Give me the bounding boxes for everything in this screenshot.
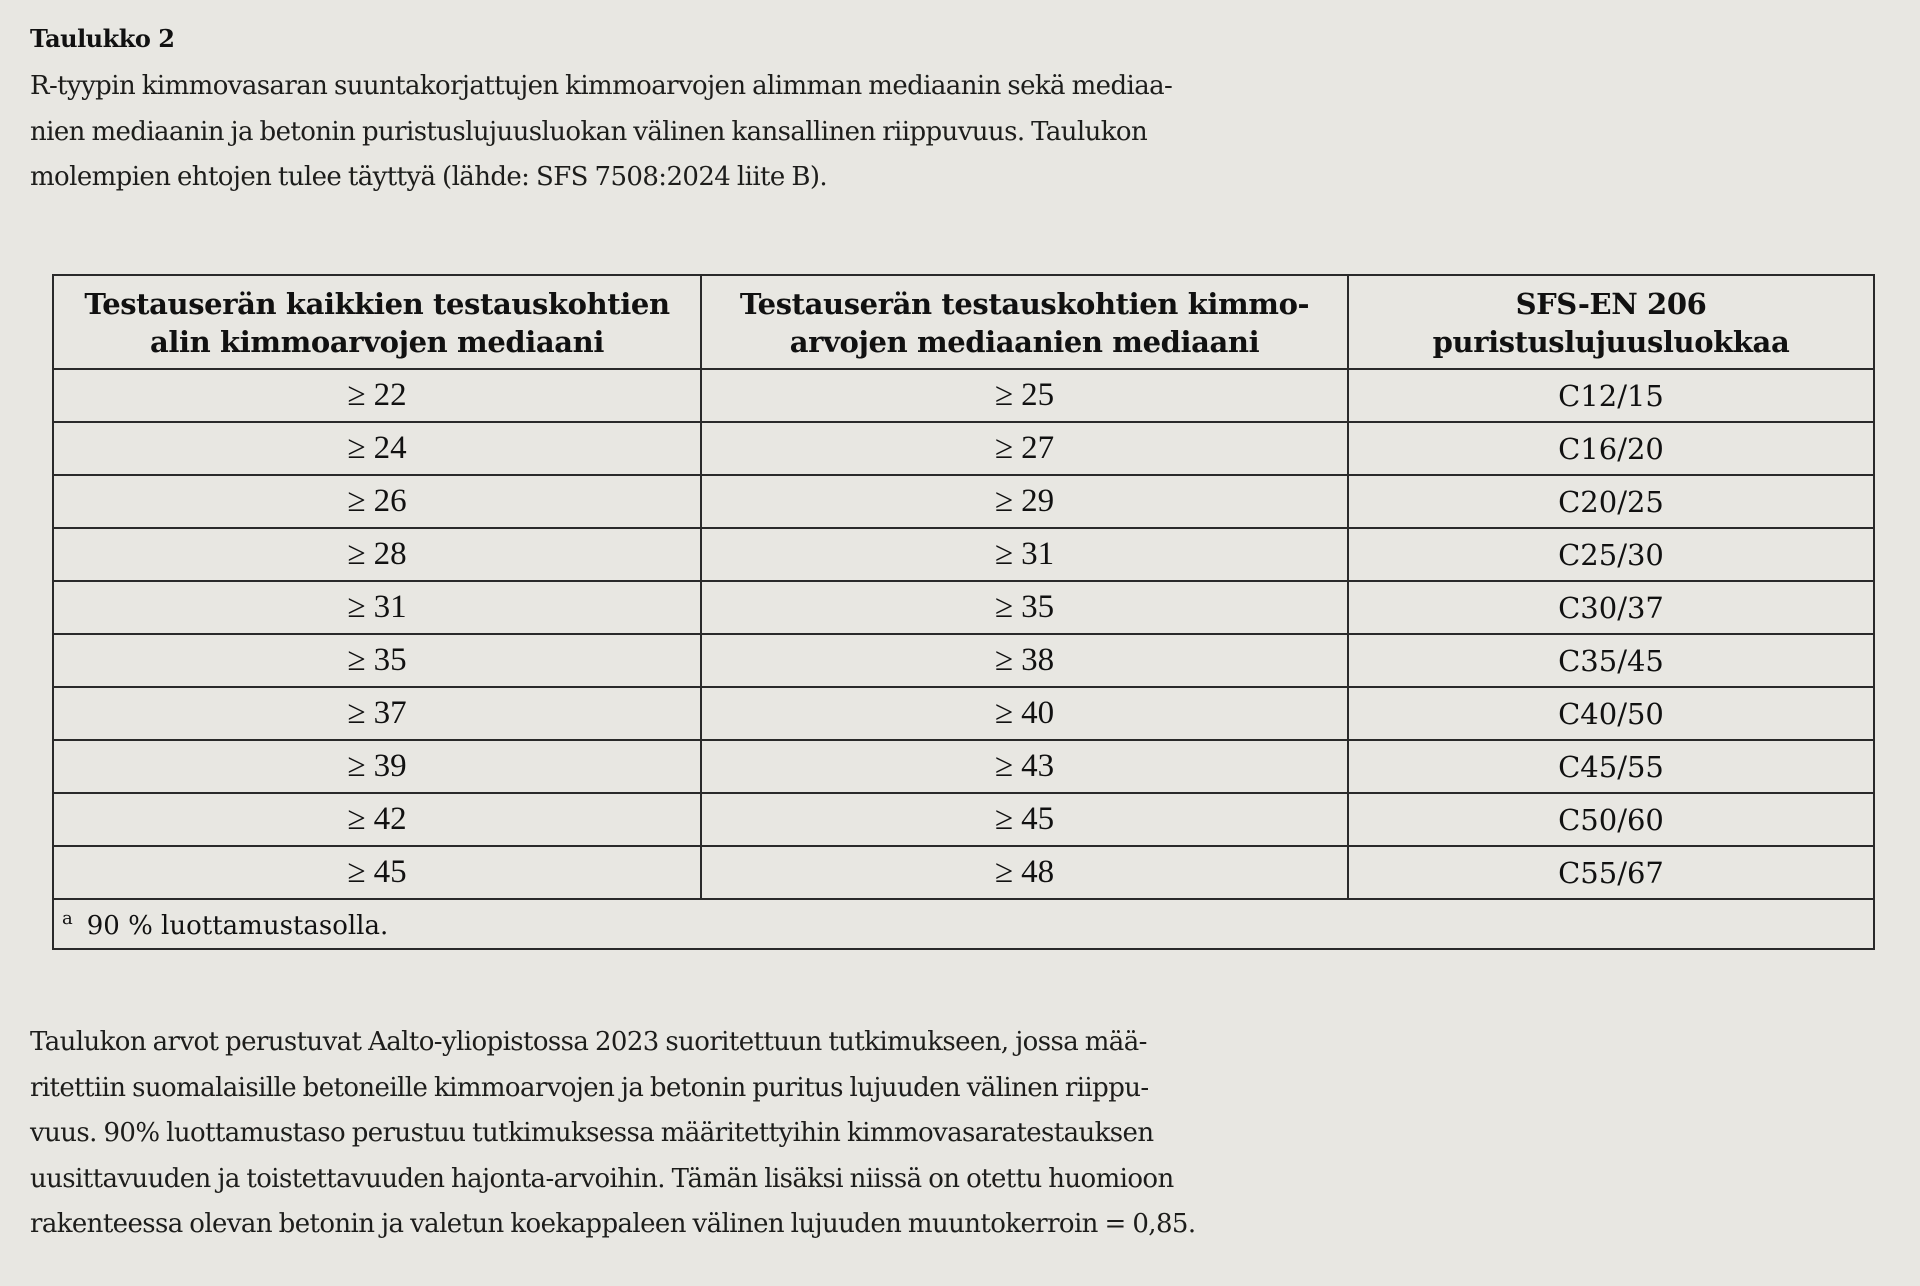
body-line: ritettiin suomalaisille betoneille kimmoarvojen ja betonin puritus lujuuden välinen riippu- — [30, 1072, 1149, 1103]
caption-line: R-tyypin kimmovasaran suuntakorjattujen kimmoarvojen alimman mediaanin sekä mediaa- — [30, 71, 1173, 101]
cell-lowest-median: ≥ 39 — [53, 740, 701, 793]
header-strength-class — [1348, 275, 1874, 369]
cell-median-of-medians: ≥ 38 — [701, 634, 1348, 687]
cell-lowest-median: ≥ 42 — [53, 793, 701, 846]
cell-median-of-medians: ≥ 45 — [701, 793, 1348, 846]
table-row — [53, 581, 1874, 634]
body-line: uusittavuuden ja toistettavuuden hajonta-arvoihin. Tämän lisäksi niissä on otettu huomioon — [30, 1163, 1174, 1194]
cell-lowest-median: ≥ 45 — [53, 846, 701, 899]
table-footnote — [53, 899, 1874, 949]
cell-median-of-medians: ≥ 27 — [701, 422, 1348, 475]
cell-strength-class: C35/45 — [1348, 634, 1874, 687]
table-footnote-row — [53, 899, 1874, 949]
cell-median-of-medians: ≥ 43 — [701, 740, 1348, 793]
table-title: Taulukko 2 — [30, 24, 175, 53]
cell-lowest-median: ≥ 35 — [53, 634, 701, 687]
cell-strength-class: C25/30 — [1348, 528, 1874, 581]
cell-strength-class: C12/15 — [1348, 369, 1874, 422]
cell-strength-class: C40/50 — [1348, 687, 1874, 740]
cell-strength-class: C20/25 — [1348, 475, 1874, 528]
cell-lowest-median: ≥ 31 — [53, 581, 701, 634]
data-table — [52, 274, 1875, 950]
table-row — [53, 634, 1874, 687]
body-line: vuus. 90% luottamustaso perustuu tutkimuksessa määritettyihin kimmovasaratestauksen — [30, 1118, 1154, 1148]
cell-strength-class: C16/20 — [1348, 422, 1874, 475]
cell-median-of-medians: ≥ 31 — [701, 528, 1348, 581]
caption-line: nien mediaanin ja betonin puristuslujuusluokan välinen kansallinen riippuvuus. Taulukon — [30, 116, 1148, 147]
cell-lowest-median: ≥ 28 — [53, 528, 701, 581]
cell-median-of-medians: ≥ 40 — [701, 687, 1348, 740]
cell-lowest-median: ≥ 22 — [53, 369, 701, 422]
table-row — [53, 846, 1874, 899]
header-line: alin kimmoarvojen mediaani — [150, 325, 604, 359]
footnote-text: 90 % luottamustasolla. — [86, 910, 389, 941]
cell-median-of-medians: ≥ 48 — [701, 846, 1348, 899]
table-row — [53, 528, 1874, 581]
cell-strength-class: C55/67 — [1348, 846, 1874, 899]
header-lowest-median — [53, 275, 701, 369]
header-line: arvojen mediaanien mediaani — [789, 325, 1260, 359]
header-median-of-medians — [701, 275, 1348, 369]
header-line: Testauserän testauskohtien kimmo- — [739, 287, 1310, 321]
table-row — [53, 422, 1874, 475]
table-row — [53, 687, 1874, 740]
cell-median-of-medians: ≥ 25 — [701, 369, 1348, 422]
cell-strength-class: C30/37 — [1348, 581, 1874, 634]
body-paragraph — [30, 1020, 1320, 1248]
table-row — [53, 793, 1874, 846]
cell-median-of-medians: ≥ 35 — [701, 581, 1348, 634]
cell-strength-class: C45/55 — [1348, 740, 1874, 793]
cell-lowest-median: ≥ 24 — [53, 422, 701, 475]
caption-line: molempien ehtojen tulee täyttyä (lähde: SFS 7508:2024 liite B). — [30, 162, 828, 192]
header-line: Testauserän kaikkien testauskohtien — [84, 287, 670, 321]
table-header-row — [53, 275, 1874, 369]
table-row — [53, 740, 1874, 793]
cell-lowest-median: ≥ 26 — [53, 475, 701, 528]
cell-strength-class: C50/60 — [1348, 793, 1874, 846]
data-table-container — [52, 274, 1873, 950]
table-row — [53, 475, 1874, 528]
body-line: rakenteessa olevan betonin ja valetun koekappaleen välinen lujuuden muuntokerroin = 0,85. — [30, 1209, 1196, 1239]
footnote-marker: a — [62, 907, 73, 929]
cell-median-of-medians: ≥ 29 — [701, 475, 1348, 528]
header-line: SFS-EN 206 — [1515, 287, 1707, 321]
cell-lowest-median: ≥ 37 — [53, 687, 701, 740]
body-line: Taulukon arvot perustuvat Aalto-yliopistossa 2023 suoritettuun tutkimukseen, jossa mää- — [30, 1027, 1147, 1057]
table-caption — [30, 64, 1320, 201]
table-row — [53, 369, 1874, 422]
header-line: puristuslujuusluokkaa — [1432, 325, 1790, 359]
